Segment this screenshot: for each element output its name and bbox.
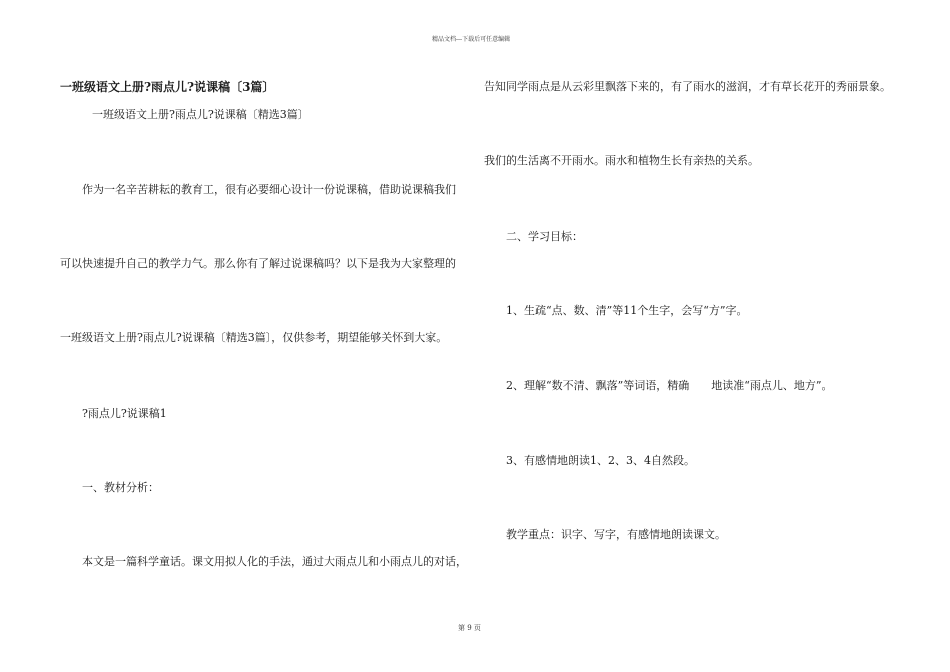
section-title: ?雨点儿?说课稿1: [82, 407, 167, 420]
document-subtitle: 一班级语文上册?雨点儿?说课稿〔精选3篇〕: [92, 108, 309, 121]
analysis-paragraph-line-1: 本文是一篇科学童话。课文用拟人化的手法，通过大雨点儿和小雨点儿的对话，: [82, 555, 467, 568]
goal-item-3: 3、有感情地朗读1、2、3、4自然段。: [506, 454, 695, 467]
heading-textbook-analysis: 一、教材分析：: [82, 481, 159, 494]
document-title: 一班级语文上册?雨点儿?说课稿〔3篇〕: [60, 80, 275, 94]
page-header: 精品文档---下载后可任意编辑: [432, 36, 511, 43]
intro-paragraph-line-1: 作为一名辛苦耕耘的教育工，很有必要细心设计一份说课稿，借助说课稿我们: [82, 183, 456, 196]
page-number: 第 9 页: [458, 624, 481, 632]
teaching-focus: 教学重点：识字、写字，有感情地朗读课文。: [506, 528, 726, 541]
goal-item-1: 1、生疏“点、数、清”等11个生字，会写“方”字。: [506, 304, 748, 317]
intro-paragraph-line-2: 可以快速提升自己的教学力气。那么你有了解过说课稿吗？以下是我为大家整理的: [60, 257, 456, 270]
analysis-paragraph-line-2: 告知同学雨点是从云彩里飘落下来的，有了雨水的滋润，才有草长花开的秀丽景象。: [484, 80, 891, 93]
intro-paragraph-line-3: 一班级语文上册?雨点儿?说课稿〔精选3篇〕，仅供参考，期望能够关怀到大家。: [60, 331, 448, 344]
goal-item-2: 2、理解“数不清、飘落”等词语，精确 地读准“雨点儿、地方”。: [506, 379, 833, 392]
analysis-paragraph-line-3: 我们的生活离不开雨水。雨水和植物生长有亲热的关系。: [484, 154, 759, 167]
heading-learning-goals: 二、学习目标：: [506, 230, 583, 243]
